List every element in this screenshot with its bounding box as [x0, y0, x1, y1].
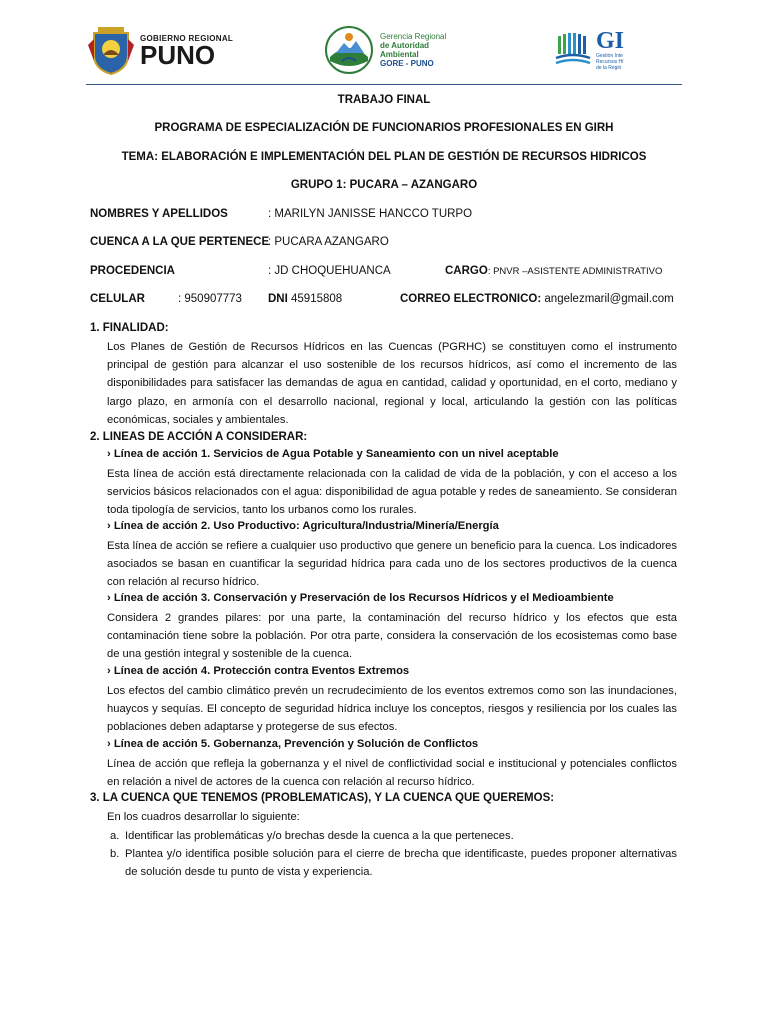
nombres-label: NOMBRES Y APELLIDOS	[90, 208, 228, 220]
gerencia-line-4: GORE - PUNO	[380, 59, 434, 68]
item-a-marker: a.	[110, 830, 120, 842]
linea-2-text: Esta línea de acción se refiere a cualquier uso productivo que genere un beneficio para la cuenca. Los indicadores asociados se basan en cuantificar la seguridad hídrica para cada uno de los sectores productivos de la cuenca con relación al recurso hídrico.	[107, 540, 677, 589]
gi-water-icon	[554, 30, 592, 70]
header-divider	[86, 84, 682, 85]
linea-5-title: › Línea de acción 5. Gobernanza, Prevención y Solución de Conflictos	[107, 738, 479, 750]
section-1-title: 1. FINALIDAD:	[90, 322, 169, 334]
item-a-text: Identificar las problemáticas y/o brechas desde la cuenca a la que perteneces.	[125, 830, 514, 842]
linea-4-title: › Línea de acción 4. Protección contra Eventos Extremos	[107, 665, 410, 677]
dni-field	[268, 293, 342, 305]
cuenca-label: CUENCA A LA QUE PERTENECE	[90, 236, 270, 248]
correo-value: angelezmaril@gmail.com	[544, 293, 674, 305]
gerencia-emblem-icon	[324, 25, 374, 75]
gerencia-line-3: Ambiental	[380, 50, 419, 59]
linea-5-text: Línea de acción que refleja la gobernanza y el nivel de conflictividad social e institucional y potenciales conflictos en relación a nivel de actores de la cuenca con relación al recurso hídrico.	[107, 758, 677, 789]
linea-2-title: › Línea de acción 2. Uso Productivo: Agricultura/Industria/Minería/Energía	[107, 520, 499, 532]
celular-label: CELULAR	[90, 293, 145, 305]
gi-logo	[554, 16, 624, 84]
title-grupo: GRUPO 1: PUCARA – AZANGARO	[290, 179, 478, 191]
section-3-intro: En los cuadros desarrollar lo siguiente:	[107, 811, 300, 823]
title-programa: PROGRAMA DE ESPECIALIZACIÓN DE FUNCIONARIOS PROFESIONALES EN GIRH	[154, 122, 614, 134]
puno-small-text: GOBIERNO REGIONAL	[140, 33, 234, 43]
section-3-title: 3. LA CUENCA QUE TENEMOS (PROBLEMATICAS), Y LA CUENCA QUE QUEREMOS:	[90, 792, 555, 804]
item-b-text: Plantea y/o identifica posible solución para el cierre de brecha que identificaste, puedes proponer alternativas de solución desde tu punto de vista y experiencia.	[125, 848, 677, 879]
procedencia-label: PROCEDENCIA	[90, 265, 175, 277]
procedencia-value: : JD CHOQUEHUANCA	[268, 265, 391, 277]
dni-value: 45915808	[291, 293, 343, 305]
section-1-text: Los Planes de Gestión de Recursos Hídricos en las Cuencas (PGRHC) se constituyen como el instrumento principal de gestión para alcanzar el uso sostenible de los recursos hídricos, así como el incremento de las disponibilidades para satisfacer las demandas de agua en cantidad, calidad y oportunidad, en el corto, mediano y largo plazo, en armonía con el desarrollo nacional, regional y local, articulando la gestión con las políticas económicas, sociales y ambientales.	[107, 341, 677, 426]
linea-1-text: Esta línea de acción está directamente relacionada con la calidad de vida de la población, y con el acceso a los servicios básicos relacionados con el agua: disponibilidad de agua potable y redes de saneamiento. Se consideran toda tipología de servicios, tanto los urbanos como los rurales.	[107, 468, 677, 517]
gi-big-text: GI	[596, 28, 625, 54]
title-tema: TEMA: ELABORACIÓN E IMPLEMENTACIÓN DEL PLAN DE GESTIÓN DE RECURSOS HIDRICOS	[121, 151, 647, 163]
document-header	[86, 16, 682, 84]
gerencia-autoridad-ambiental-logo	[324, 16, 446, 84]
linea-3-text: Considera 2 grandes pilares: por una parte, la contaminación del recurso hídrico y los efectos que esta contaminación tiene sobre la población. Por otra parte, considera la conservación de los ecosistemas como base de una gestión integral y sostenible de la cuenca.	[107, 612, 677, 661]
dni-label: DNI	[268, 293, 288, 305]
nombres-value: : MARILYN JANISSE HANCCO TURPO	[268, 208, 473, 220]
cargo-value: : PNVR –ASISTENTE ADMINISTRATIVO	[487, 266, 663, 277]
linea-3-title: › Línea de acción 3. Conservación y Preservación de los Recursos Hídricos y el Medioambiente	[107, 592, 614, 604]
cargo-field	[445, 265, 662, 277]
gerencia-line-1: Gerencia Regional	[380, 32, 447, 41]
gerencia-line-2: de Autoridad	[380, 41, 430, 50]
puno-crest-icon	[88, 25, 134, 75]
correo-field	[400, 293, 674, 305]
gi-small-line-1: Gestión Inte	[596, 53, 623, 59]
linea-1-title: › Línea de acción 1. Servicios de Agua Potable y Saneamiento con un nivel aceptable	[107, 448, 559, 460]
item-b-marker: b.	[110, 848, 120, 860]
gobierno-regional-puno-logo	[88, 16, 233, 84]
cuenca-value: : PUCARA AZANGARO	[268, 236, 389, 248]
section-2-title: 2. LINEAS DE ACCIÓN A CONSIDERAR:	[90, 431, 308, 443]
correo-label: CORREO ELECTRONICO:	[400, 293, 542, 305]
cargo-label: CARGO	[445, 265, 488, 277]
gi-small-line-3: de la Regió	[596, 65, 622, 71]
title-trabajo-final: TRABAJO FINAL	[337, 94, 431, 106]
linea-4-text: Los efectos del cambio climático prevén un recrudecimiento de los eventos extremos como son las inundaciones, huaycos y sequías. El concepto de seguridad hídrica incluye los conceptos, riesgos y resiliencia por los cuales las poblaciones deben adaptarse y protegerse de sus efectos.	[107, 685, 677, 734]
gi-small-line-2: Recursos Hí	[596, 59, 624, 65]
puno-big-text: PUNO	[140, 39, 216, 70]
celular-value: : 950907773	[178, 293, 242, 305]
